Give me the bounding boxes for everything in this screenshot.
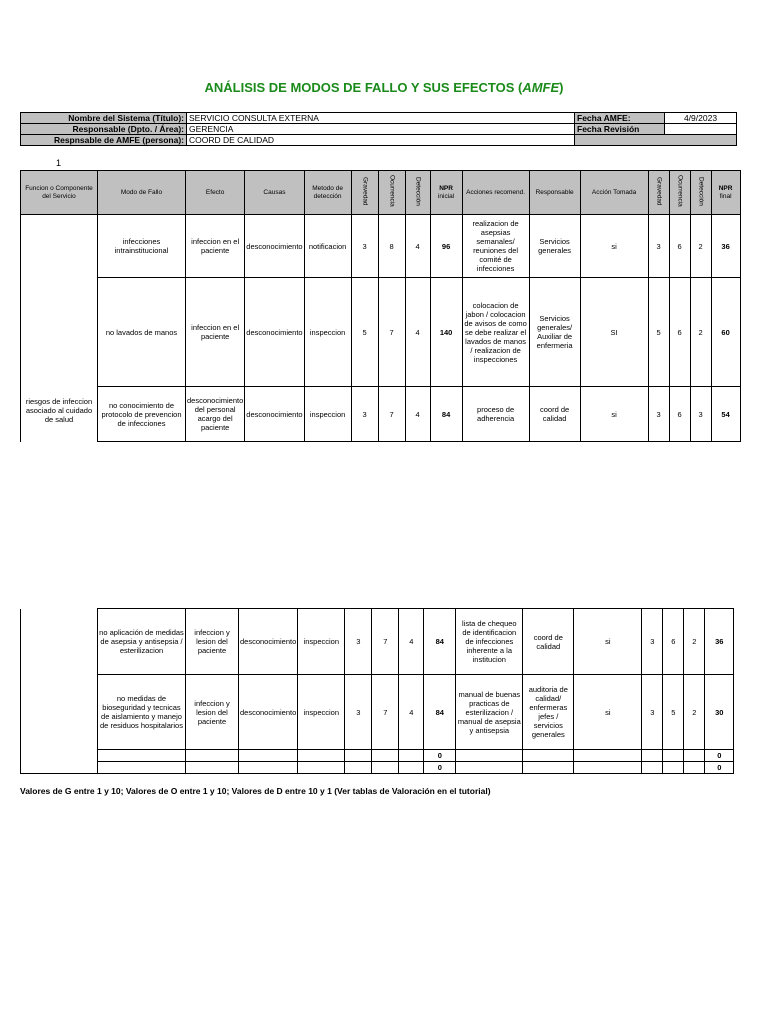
nprf-cell: 36 <box>705 609 734 675</box>
col-nprf-label: NPR <box>718 184 733 192</box>
causas-cell: desconocimiento <box>239 609 298 675</box>
metodo-cell: inspeccion <box>304 387 351 442</box>
o-cell <box>372 750 399 762</box>
o-cell: 7 <box>378 387 405 442</box>
d-cell: 4 <box>405 215 430 278</box>
amfe-table-top <box>20 170 741 442</box>
d2-cell <box>684 750 705 762</box>
metodo-cell <box>298 762 345 774</box>
accion-tomada-cell: SI <box>580 278 648 387</box>
acciones-cell: realizacion de asepsias semanales/ reuniones del comité de infecciones <box>462 215 529 278</box>
header-table <box>20 112 737 146</box>
o2-cell: 6 <box>669 278 690 387</box>
col-npr-label: NPR <box>439 184 453 192</box>
col-g2-label: Gravedad <box>655 176 663 206</box>
nprf-cell: 36 <box>711 215 740 278</box>
npr-cell: 0 <box>424 762 456 774</box>
d2-cell <box>684 762 705 774</box>
acciones-cell: proceso de adherencia <box>462 387 529 442</box>
o2-cell: 6 <box>669 215 690 278</box>
modo-cell: infecciones intrainstitucional <box>98 215 186 278</box>
col-npr-inicial <box>430 171 462 215</box>
d2-cell: 2 <box>690 215 711 278</box>
modo-cell <box>98 762 186 774</box>
col-o <box>378 171 405 215</box>
g2-cell: 3 <box>642 609 663 675</box>
col-nprf-sub: final <box>719 192 732 200</box>
accion-tomada-cell: si <box>580 215 648 278</box>
responsable-cell: coord de calidad <box>523 609 574 675</box>
revision-value <box>665 124 737 135</box>
npr-cell: 84 <box>424 609 456 675</box>
o-cell <box>372 762 399 774</box>
table-row <box>21 609 734 675</box>
g2-cell <box>642 762 663 774</box>
efecto-cell: desconocimiento del personal acargo del paciente <box>186 387 245 442</box>
g-cell: 3 <box>345 609 372 675</box>
d-cell: 4 <box>405 278 430 387</box>
g2-cell: 3 <box>648 387 669 442</box>
col-g2 <box>648 171 669 215</box>
efecto-cell <box>186 762 239 774</box>
col-o2-label: Ocurrencia <box>676 175 684 207</box>
g-cell: 5 <box>351 278 378 387</box>
npr-cell: 0 <box>424 750 456 762</box>
causas-cell <box>239 750 298 762</box>
amfe-resp-value: COORD DE CALIDAD <box>187 135 575 146</box>
table-row <box>21 762 734 774</box>
col-causas: Causas <box>245 171 304 215</box>
g2-cell: 5 <box>648 278 669 387</box>
title-end: ) <box>559 80 564 95</box>
o2-cell <box>663 750 684 762</box>
causas-cell: desconocimiento <box>245 278 304 387</box>
col-accion-tomada: Acción Tomada <box>580 171 648 215</box>
accion-tomada-cell: si <box>574 609 642 675</box>
efecto-cell: infeccion y lesion del paciente <box>186 675 239 750</box>
o2-cell: 6 <box>669 387 690 442</box>
efecto-cell: infeccion en el paciente <box>186 215 245 278</box>
modo-cell <box>98 750 186 762</box>
d-cell: 4 <box>399 675 424 750</box>
o2-cell: 6 <box>663 609 684 675</box>
metodo-cell: inspeccion <box>298 609 345 675</box>
acciones-cell <box>456 750 523 762</box>
metodo-cell: notificacion <box>304 215 351 278</box>
col-d-label: Detección <box>414 176 422 206</box>
d2-cell: 2 <box>690 278 711 387</box>
efecto-cell: infeccion y lesion del paciente <box>186 609 239 675</box>
responsable-cell: Servicios generales/ Auxiliar de enfermeria <box>529 278 580 387</box>
acciones-cell: manual de buenas practicas de esterilizacion / manual de asepsia y antisepsia <box>456 675 523 750</box>
table-row <box>21 750 734 762</box>
title-main: ANÁLISIS DE MODOS DE FALLO Y SUS EFECTOS ( <box>204 80 523 95</box>
col-g <box>351 171 378 215</box>
title-italic: AMFE <box>522 80 560 95</box>
table-row <box>21 215 741 278</box>
o-cell: 8 <box>378 215 405 278</box>
efecto-cell <box>186 750 239 762</box>
footnote: Valores de G entre 1 y 10; Valores de O entre 1 y 10; Valores de D entre 10 y 1 (Ver tablas de Valoración en el tutorial) <box>20 786 491 796</box>
responsable-cell: coord de calidad <box>529 387 580 442</box>
d-cell <box>399 750 424 762</box>
d2-cell: 3 <box>690 387 711 442</box>
g2-cell: 3 <box>648 215 669 278</box>
o2-cell: 5 <box>663 675 684 750</box>
g-cell: 3 <box>351 387 378 442</box>
page-number: 1 <box>56 158 62 168</box>
responsable-cell <box>523 750 574 762</box>
col-d <box>405 171 430 215</box>
document-title <box>0 80 768 95</box>
col-efecto: Efecto <box>186 171 245 215</box>
responsable-cell: Servicios generales <box>529 215 580 278</box>
g-cell: 3 <box>345 675 372 750</box>
funcion-cell: riesgos de infeccion asociado al cuidado de salud <box>21 215 98 442</box>
system-value: SERVICIO CONSULTA EXTERNA <box>187 113 575 124</box>
d2-cell: 2 <box>684 675 705 750</box>
o-cell: 7 <box>372 609 399 675</box>
d2-cell: 2 <box>684 609 705 675</box>
nprf-cell: 0 <box>705 750 734 762</box>
npr-cell: 84 <box>424 675 456 750</box>
amfe-table-bottom <box>20 608 734 774</box>
col-o-label: Ocurrencia <box>388 175 396 207</box>
causas-cell: desconocimiento <box>239 675 298 750</box>
modo-cell: no medidas de bioseguridad y tecnicas de aislamiento y manejo de residuos hospitalarios <box>98 675 186 750</box>
col-g-label: Gravedad <box>361 176 369 206</box>
nprf-cell: 60 <box>711 278 740 387</box>
o-cell: 7 <box>372 675 399 750</box>
accion-tomada-cell: si <box>580 387 648 442</box>
npr-cell: 140 <box>430 278 462 387</box>
col-modo: Modo de Fallo <box>98 171 186 215</box>
causas-cell <box>239 762 298 774</box>
col-responsable: Responsable <box>529 171 580 215</box>
col-d2-label: Detección <box>697 176 705 206</box>
modo-cell: no lavados de manos <box>98 278 186 387</box>
metodo-cell: inspeccion <box>298 675 345 750</box>
o2-cell <box>663 762 684 774</box>
table-row <box>21 387 741 442</box>
modo-cell: no conocimiento de protocolo de prevencion de infecciones <box>98 387 186 442</box>
npr-cell: 96 <box>430 215 462 278</box>
accion-tomada-cell <box>574 750 642 762</box>
nprf-cell: 30 <box>705 675 734 750</box>
causas-cell: desconocimiento <box>245 387 304 442</box>
g2-cell: 3 <box>642 675 663 750</box>
acciones-cell: colocacion de jabon / colocacion de avisos de como se debe realizar el lavados de manos / realizacion de inspecciones <box>462 278 529 387</box>
d-cell <box>399 762 424 774</box>
acciones-cell: lista de chequeo de identificacion de infecciones inherente a la institucion <box>456 609 523 675</box>
amfe-resp-label: Respnsable de AMFE (persona): <box>21 135 187 146</box>
g-cell: 3 <box>351 215 378 278</box>
revision-label: Fecha Revisión <box>575 124 665 135</box>
fecha-label: Fecha AMFE: <box>575 113 665 124</box>
acciones-cell <box>456 762 523 774</box>
d-cell: 4 <box>405 387 430 442</box>
g-cell <box>345 762 372 774</box>
d-cell: 4 <box>399 609 424 675</box>
efecto-cell: infeccion en el paciente <box>186 278 245 387</box>
o-cell: 7 <box>378 278 405 387</box>
metodo-cell <box>298 750 345 762</box>
g-cell <box>345 750 372 762</box>
resp-label: Responsable (Dpto. / Área): <box>21 124 187 135</box>
fecha-value: 4/9/2023 <box>665 113 737 124</box>
col-acciones: Acciones recomend. <box>462 171 529 215</box>
nprf-cell: 0 <box>705 762 734 774</box>
funcion-cell-continued <box>21 609 98 774</box>
system-label: Nombre del Sistema (Título): <box>21 113 187 124</box>
table-row <box>21 675 734 750</box>
responsable-cell <box>523 762 574 774</box>
table-row <box>21 278 741 387</box>
col-funcion: Funcion o Componente del Servicio <box>21 171 98 215</box>
metodo-cell: inspeccion <box>304 278 351 387</box>
col-npr-sub: inicial <box>437 192 455 200</box>
causas-cell: desconocimiento <box>245 215 304 278</box>
header-empty-cell <box>575 135 737 146</box>
modo-cell: no aplicación de medidas de asepsia y antisepsia / esterilizacion <box>98 609 186 675</box>
accion-tomada-cell: si <box>574 675 642 750</box>
col-o2 <box>669 171 690 215</box>
responsable-cell: auditoria de calidad/ enfermeras jefes / servicios generales <box>523 675 574 750</box>
col-d2 <box>690 171 711 215</box>
nprf-cell: 54 <box>711 387 740 442</box>
col-npr-final <box>711 171 740 215</box>
accion-tomada-cell <box>574 762 642 774</box>
npr-cell: 84 <box>430 387 462 442</box>
g2-cell <box>642 750 663 762</box>
col-metodo: Metodo de detección <box>304 171 351 215</box>
table-header-row <box>21 171 741 215</box>
resp-value: GERENCIA <box>187 124 575 135</box>
